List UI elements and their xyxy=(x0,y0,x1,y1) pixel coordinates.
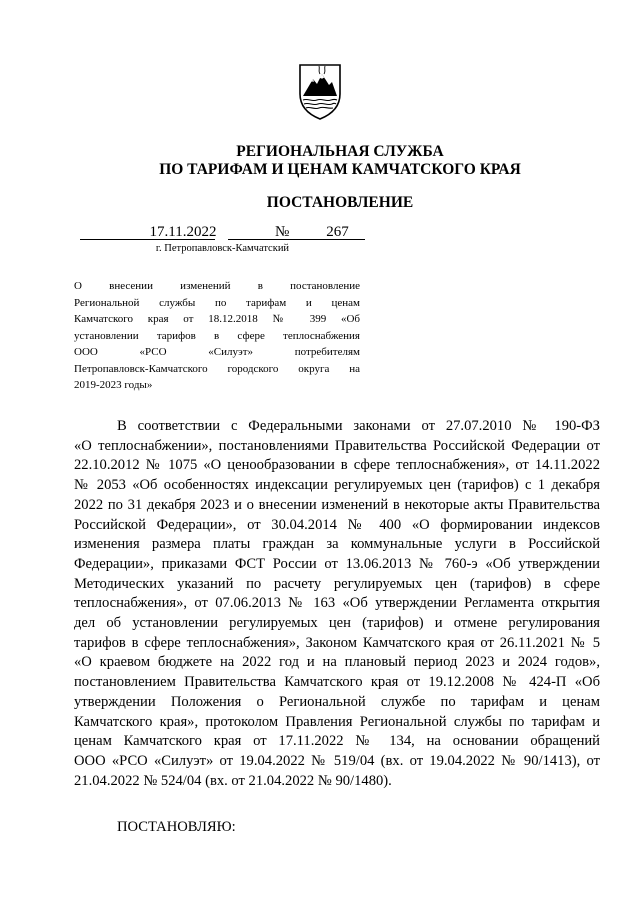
kamchatka-coat-of-arms-icon xyxy=(296,62,344,120)
body-line: ценам Камчатского края от 17.11.2022 № 134, на основании обращений xyxy=(74,733,600,750)
body-line: Российской Федерации», от 30.04.2014 № 400 «О формировании индексов xyxy=(74,516,600,533)
body-line: Камчатского края», протоколом Правления Региональной службы по тарифам и xyxy=(74,713,600,730)
city: г. Петропавловск-Камчатский xyxy=(155,243,290,254)
document-type: ПОСТАНОВЛЕНИЕ xyxy=(266,194,414,211)
subject-line: О внесении изменений в постановление xyxy=(74,280,360,292)
body-line: утверждении Положения о Региональной службе по тарифам и ценам xyxy=(74,693,600,710)
organization-name-line2: ПО ТАРИФАМ И ЦЕНАМ КАМЧАТСКОГО КРАЯ xyxy=(159,161,521,178)
subject-line: 2019-2023 годы» xyxy=(74,379,153,391)
body-line: В соответствии с Федеральными законами от 27.07.2010 № 190-ФЗ xyxy=(117,418,600,434)
decree-word: ПОСТАНОВЛЯЮ: xyxy=(117,819,236,835)
body-line: тарифов в сфере теплоснабжения», Законом Камчатского края от 26.11.2021 № 5 xyxy=(74,634,600,651)
subject-line: ООО «РСО «Силуэт» потребителям xyxy=(74,346,360,358)
body-line: постановлением Правительства Камчатского края от 19.12.2008 № 424-П «Об xyxy=(74,674,600,691)
subject-line: Региональной службы по тарифам и ценам xyxy=(74,296,360,309)
date-underline xyxy=(80,239,215,240)
number-sign: № xyxy=(275,224,290,240)
organization-name-line1: РЕГИОНАЛЬНАЯ СЛУЖБА xyxy=(236,143,444,160)
body-line: дел об установлении регулируемых цен (тарифов) и отмене регулирования xyxy=(74,615,600,632)
preamble-paragraph xyxy=(74,417,600,791)
body-line: «О теплоснабжении», постановлениями Правительства Российской Федерации от xyxy=(74,437,600,454)
body-line: изменения размера платы граждан за коммунальные услуги в Российской xyxy=(74,536,600,553)
body-line: Федерации», приказами ФСТ России от 13.06.2013 № 760-э «Об утверждении xyxy=(74,555,600,572)
body-line: Методических указаний по расчету регулируемых цен (тарифов) в сфере xyxy=(74,575,600,592)
body-line: 22.10.2012 № 1075 «О ценообразовании в сфере теплоснабжения», от 14.11.2022 xyxy=(74,457,600,474)
body-line: 2022 по 31 декабря 2023 и о внесении изменений в некоторые акты Правительства xyxy=(74,496,600,513)
body-line: № 2053 «Об особенностях индексации регулируемых цен (тарифов) с 1 декабря xyxy=(74,477,600,494)
number-underline xyxy=(228,239,365,240)
body-line: ООО «РСО «Силуэт» от 19.04.2022 № 519/04 (вх. от 19.04.2022 № 90/1413), от xyxy=(74,752,600,769)
body-line: «О краевом бюджете на 2022 год и на плановый период 2023 и 2024 годов», xyxy=(74,654,600,671)
document-number: 267 xyxy=(326,224,349,240)
subject-line: Петропавловск-Камчатского городского округа на xyxy=(74,362,360,375)
document-subject xyxy=(74,278,360,394)
document-date: 17.11.2022 xyxy=(149,224,217,240)
subject-line: установлении тарифов в сфере теплоснабжения xyxy=(74,329,360,342)
body-line: теплоснабжения», от 07.06.2013 № 163 «Об утверждении Регламента открытия xyxy=(74,595,600,612)
subject-line: Камчатского края от 18.12.2018 № 399 «Об xyxy=(74,313,360,325)
body-line: 21.04.2022 № 524/04 (вх. от 21.04.2022 № 90/1480). xyxy=(74,772,392,789)
